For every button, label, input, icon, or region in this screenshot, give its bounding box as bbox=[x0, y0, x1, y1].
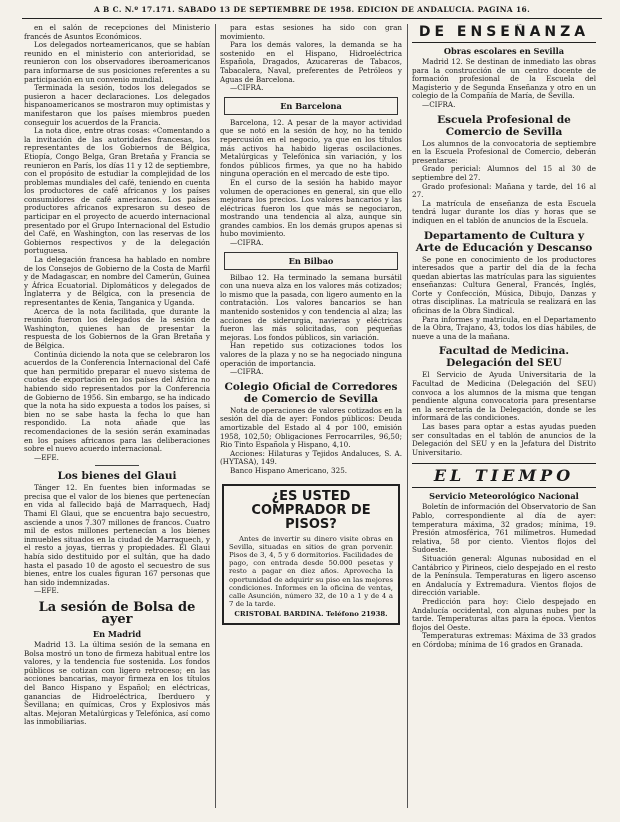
paragraph: para estas sesiones ha sido con gran movimiento. bbox=[220, 24, 402, 41]
paragraph: Han repetido sus cotizaciones todos los valores de la plaza y no se ha negociado ninguna operación de importancia. bbox=[220, 341, 402, 368]
paragraph: Terminada la sesión, todos los delegados se pusieron a hacer declaraciones. Los delegados hispanoamericanos se mostraron muy optimistas y manifestaron que los países miembros pueden conseguir los acuerdos de la Francia. bbox=[24, 83, 210, 127]
ad-footer: CRISTOBAL BARDINA. Teléfono 21938. bbox=[234, 610, 388, 619]
paragraph: El Servicio de Ayuda Universitaria de la Facultad de Medicina (Delegación del SEU) convoca a los alumnos de la misma que tengan pendiente alguna convocatoria para presentarse en la secretaría de la Delegación, donde se les informará de las condiciones. bbox=[412, 370, 596, 423]
paragraph: Madrid 12. Se destinan de inmediato las obras para la construcción de un centro docente de formación profesional de la Escuela del Magisterio y de Segunda Enseñanza y otro en un colegio de la Compañía de María, de Sevilla. bbox=[412, 57, 596, 101]
headline-bolsa: La sesión de Bolsa de ayer bbox=[38, 600, 196, 627]
paragraph: Los alumnos de la convocatoria de septiembre en la Escuela Profesional de Comercio, deberán presentarse: bbox=[412, 138, 596, 165]
headline-escuela: Escuela Profesional de Comercio de Sevilla bbox=[437, 113, 571, 138]
subhead-madrid: En Madrid bbox=[92, 629, 142, 639]
paragraph: Para informes y matrícula, en el Departamento de la Obra, Trajano, 43, todos los días hábiles, de nueve a una de la mañana. bbox=[412, 314, 596, 341]
paragraph: Grado pericial: Alumnos del 15 al 30 de septiembre del 27. bbox=[412, 164, 596, 182]
signature: —CIFRA. bbox=[422, 99, 456, 109]
column-2 bbox=[220, 24, 402, 625]
signature: —CIFRA. bbox=[230, 238, 264, 248]
paragraph: La matrícula de enseñanza de esta Escuela tendrá lugar durante los días y horas que se indiquen en el tablón de anuncios de la Escuela. bbox=[412, 198, 596, 225]
separator bbox=[95, 465, 139, 466]
paragraph: en el salón de recepciones del Ministerio francés de Asuntos Económicos. bbox=[24, 24, 210, 41]
paragraph: Para los demás valores, la demanda se ha sostenido en el Hispano, Hidroeléctrica Española, Dragados, Azucareras de Tabacos, Tabacalera, Naval, preferentes de Petróleos y Aguas de Barcelona. bbox=[220, 40, 402, 84]
paragraph: Madrid 13. La última sesión de la semana en Bolsa mostró un tono de firmeza habitual entre los valores, y la tendencia fue sostenida. Los fondos públicos se cotizan con ligero retroceso; en las acciones bancarias, mayor firmeza en los títulos del Banco Hispano y Español; en eléctricas, ganancias de Hidroeléctrica, Iberduero y Sevillana; en químicas, Cros y Explosivos más altas. Mejoran Metalúrgicas y Telefónica, así como las inmobiliarias. bbox=[24, 640, 210, 727]
headline-colegio: Colegio Oficial de Corredores de Comercio de Sevilla bbox=[224, 380, 398, 405]
headline-departamento: Departamento de Cultura y Arte de Educación y Descanso bbox=[415, 229, 593, 254]
signature: —CIFRA. bbox=[230, 367, 264, 377]
paragraph: Boletín de información del Observatorio de San Pablo, correspondiente al día de ayer: temperatura máxima, 32 grados; mínima, 19. Presión atmosférica, 761 milímetros. Humedad relativa, 58 por ciento. Vientos flojos del Sudoeste. bbox=[412, 502, 596, 555]
column-1 bbox=[24, 24, 210, 727]
paragraph: Acciones: Hilaturas y Tejidos Andaluces, S. A. (HYTASA), 149. bbox=[220, 448, 402, 467]
column-rule bbox=[407, 24, 408, 808]
subhead-box bbox=[224, 97, 398, 115]
weather-banner: EL TIEMPO bbox=[412, 463, 596, 488]
paragraph: La delegación francesa ha hablado en nombre de los Consejos de Gobierno de la Costa de Marfil y de Madagascar, en nombre del Camerún, Guinea y África Ecuatorial. Diplomáticos y delegados de Inglaterra y de Bélgica, con la presencia de representantes de Kenia, Tanganica y Uganda. bbox=[24, 255, 210, 307]
paragraph: Grado profesional: Mañana y tarde, del 16 al 27. bbox=[412, 181, 596, 200]
paragraph: Continúa diciendo la nota que se celebraron los acuerdos de la Conferencia Internacional del Café que han permitido preparar el nuevo sistema de cuotas de exportación en los países del África no habiendo sido representados por la Conferencia de Gobierno de 1956. Sin embargo, se ha indicado que la nota ha sido expuesta a todos los países, si bien no se sabe hasta la fecha lo que han respondido. La nota añade que las recomendaciones de la sesión serán examinadas en los países africanos para las deliberaciones sobre el nuevo acuerdo internacional. bbox=[24, 349, 210, 454]
subhead-obras: Obras escolares en Sevilla bbox=[443, 46, 565, 56]
subhead-box bbox=[224, 252, 398, 270]
ad-body: Antes de invertir su dinero visite obras en Sevilla, situadas en sitios de gran porvenir. Pisos de 3, 4, 5 y 6 dormitorios. Facilidades de pago, con entrada desde 50.000 pesetas y resto a pagar en diez años. Aprovecha la oportunidad de adquirir su piso en las mejores condiciones. Informes en la oficina de ventas, calle Asunción, número 32, de 10 a 1 y de 4 a 7 de la tarde. bbox=[229, 534, 393, 609]
paragraph: Banco Hispano Americano, 325. bbox=[230, 465, 348, 475]
classified-ad bbox=[222, 484, 400, 625]
headline-facultad: Facultad de Medicina. Delegación del SEU bbox=[438, 345, 570, 370]
paragraph: Situación general: Algunas nubosidad en el Cantábrico y Pirineos, cielo despejado en el resto de la Península. Temperaturas en ligero ascenso en Andalucía y Extremadura. Vientos flojos de dirección variable. bbox=[412, 553, 596, 598]
paragraph: La nota dice, entre otras cosas: «Comentando a la invitación de las autoridades francesas, los representantes de los Gobiernos de Bélgica, Etiopía, Congo Belga, Gran Bretaña y Francia se reunieron en París, los días 11 y 12 de septiembre, con el propósito de estudiar la complejidad de los problemas mundiales del café, teniendo en cuenta los productores de café africanos y los países consumidores de café americanos. Los países productores africanos expresaron su deseo de participar en el proyecto de acuerdo internacional presentado por el Grupo Internacional del Estudio del Café, en Washington, con las reservas de los Gobiernos respectivos y de la delegación portuguesa. bbox=[24, 126, 210, 256]
paragraph: Predicción para hoy: Cielo despejado en Andalucía occidental, con algunas nubes por la tarde. Temperaturas altas para la época. Vientos flojos del Oeste. bbox=[412, 596, 596, 632]
column-rule bbox=[215, 24, 216, 808]
signature: —CIFRA. bbox=[230, 83, 264, 93]
signature: —EFE. bbox=[34, 452, 59, 462]
subhead-servicio: Servicio Meteorológico Nacional bbox=[429, 491, 579, 502]
ad-title: ¿ES USTED COMPRADOR DE PISOS? bbox=[251, 488, 371, 532]
paragraph: Temperaturas extremas: Máxima de 33 grados en Córdoba; mínima de 16 grados en Granada. bbox=[412, 631, 596, 649]
section-banner: DE ENSEÑANZA bbox=[412, 24, 596, 43]
page-header: A B C. N.º 17.171. SABADO 13 DE SEPTIEMBRE DE 1958. EDICION DE ANDALUCIA. PAGINA 16. bbox=[22, 4, 602, 19]
paragraph: Los delegados norteamericanos, que se habían reunido en el ministerio con anterioridad, se reunieron con los observadores iberoamericanos para informarse de sus posiciones referentes a su participación en un convenio mundial. bbox=[24, 40, 210, 84]
headline-glaui: Los bienes del Glaui bbox=[57, 470, 177, 483]
paragraph: Nota de operaciones de valores cotizados en la sesión del día de ayer: Fondos públicos: Deuda amortizable del Estado al 4 por 100, emisión 1958, 102,50; Obligaciones Ferrocarriles, 96,50; Rio Tinto Española y Hispano, 4,10. bbox=[220, 405, 402, 450]
paragraph: Se pone en conocimiento de los productores interesados que a partir del día de la fecha quedan abiertas las matrículas para las siguientes enseñanzas: Cultura General, Francés, Inglés, Corte y Confección, Música, Dibujo, Danzas y otras disciplinas. La matrícula se realizará en las oficinas de la Obra Sindical. bbox=[412, 254, 596, 316]
paragraph: Tánger 12. En fuentes bien informadas se precisa que el valor de los bienes que pertenecían en vida al fallecido bajá de Marraquech, Hadj Thami El Glaui, que se encuentra bajo secuestro, asciende a unos 7.307 millones de francos. Cuatro mil de estos millones pertenecían a los bienes inmuebles situados en la ciudad de Marraquech, y el resto a joyas, tierras y propiedades. El Glaui había sido destituido por el sultán, que ha dado hasta el pasado 10 de agosto el secuestro de sus bienes, entre los cuales figuran 167 personas que han sido indemnizadas. bbox=[24, 483, 210, 587]
signature: —EFE. bbox=[34, 586, 59, 596]
paragraph: Las bases para optar a estas ayudas pueden ser consultadas en el tablón de anuncios de la Delegación del SEU y en la Jefatura del Distrito Universitario. bbox=[412, 422, 596, 457]
subhead-bilbao: En Bilbao bbox=[288, 255, 334, 266]
paragraph: Acerca de la nota facilitada, que durante la reunión fueron los delegados de la sesión de Washington, quienes han de presentar la respuesta de los Gobiernos de la Gran Bretaña y de Bélgica. bbox=[24, 306, 210, 350]
subhead-barcelona: En Barcelona bbox=[280, 100, 342, 111]
paragraph: Barcelona, 12. A pesar de la mayor actividad que se notó en la sesión de hoy, no ha tenido repercusión en el negocio, ya que en los títulos más activos ha habido ligeras oscilaciones. Metalúrgicas y Telefónica sin variación, y los fondos públicos firmes, ya que no ha habido ninguna operación en el mercado de este tipo. bbox=[220, 117, 402, 179]
column-3 bbox=[412, 24, 596, 649]
paragraph: En el curso de la sesión ha habido mayor volumen de operaciones en general, sin que ello mejorara los precios. Los valores bancarios y las eléctricas fueron los que más se negociaron, mostrando una tendencia al alza, aunque sin grandes cambios. En los demás grupos apenas si hubo movimiento. bbox=[220, 177, 402, 239]
paragraph: Bilbao 12. Ha terminado la semana bursátil con una nueva alza en los valores más cotizados; lo mismo que la pasada, con ligero aumento en la contratación. Los valores bancarios se han mantenido sostenidos y con tendencia al alza; las acciones de siderurgia, navieras y eléctricas fueron las más solicitadas, con pequeñas mejoras. Los fondos públicos, sin variación. bbox=[220, 272, 402, 342]
